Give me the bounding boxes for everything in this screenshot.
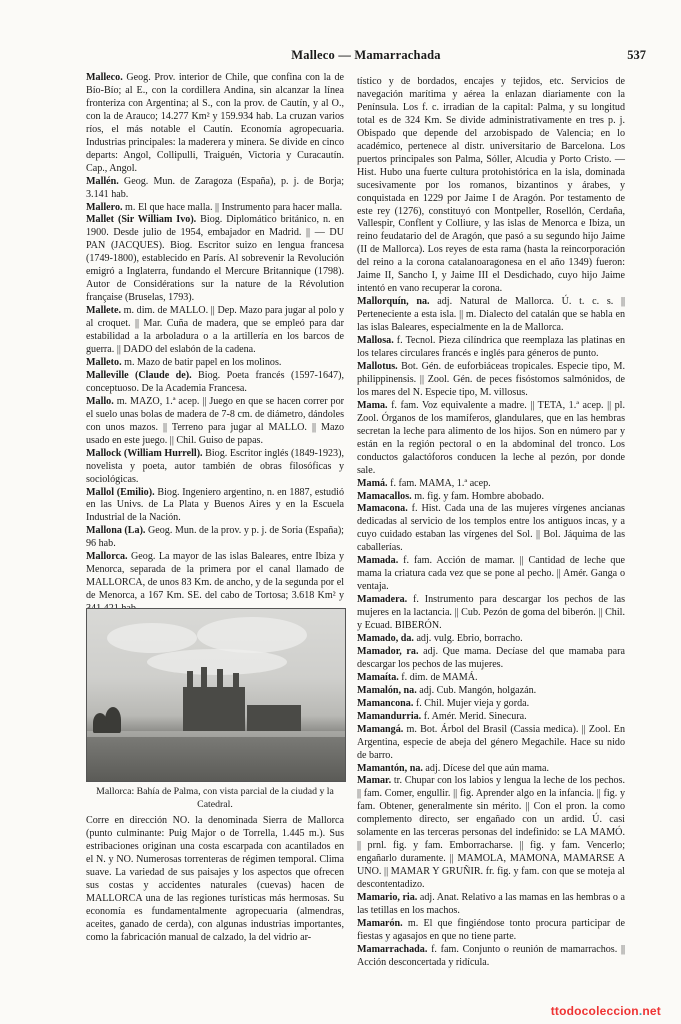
headword: Mamacallos. <box>357 490 412 502</box>
dictionary-entry <box>357 892 625 918</box>
dictionary-entry <box>357 296 625 335</box>
dictionary-entry <box>86 202 344 215</box>
dictionary-entry <box>357 672 625 685</box>
definition: adj. vulg. Ebrio, borracho. <box>413 632 523 644</box>
definition: adj. Dícese del que aún mama. <box>422 762 550 774</box>
headword: Mallet (Sir William Ivo). <box>86 214 197 226</box>
running-head: Malleco — Mamarrachada <box>291 48 441 62</box>
definition: f. Instrumento para descargar los pechos de las mujeres en la lactancia. || Cub. Pezón de goma del biberón. || Chil. y Ecuad. BIBERÓN. <box>357 594 625 632</box>
headword: Mallol (Emilio). <box>86 486 155 498</box>
dictionary-entry <box>357 491 625 504</box>
definition: f. dim. de MAMÁ. <box>398 671 478 683</box>
left-column <box>86 72 344 616</box>
left-column-continuation: Corre en dirección NO. la denominada Sierra de Mallorca (punto culminante: Puig Major o de Torrella, 1.445 m.). Sus estribaciones originan una costa escarpada con acantilados en el N. y NO. Numerosas torrenteras de régimen temporal. Clima suave. La variedad de sus paisajes y los aspectos que ofrecen sus costas y accidentes naturales (cuevas) hacen de MALLORCA una de las regiones turísticas más hermosas. Su economía es fundamentalmente agropecuaria (almendras, aceites, ganado de cerda), con algunas industrias importantes, como la fabricación manual de calzado, la del vidrio ar- <box>86 815 344 943</box>
dictionary-entry <box>357 478 625 491</box>
dictionary-entry <box>86 72 344 176</box>
dictionary-entry <box>357 724 625 763</box>
photo-caption: Mallorca: Bahía de Palma, con vista parcial de la ciudad y la Catedral. <box>96 786 334 810</box>
headword: Mallosa. <box>357 335 394 347</box>
headword: Mama. <box>357 399 388 411</box>
definition: adj. Que mama. Decíase del que mamaba para descargar los pechos de las mujeres. <box>357 645 626 670</box>
headword: Mamandurria. <box>357 710 422 722</box>
definition: Geog. Mun. de Zaragoza (España), p. j. de Borja; 3.141 hab. <box>86 175 344 200</box>
dictionary-entry <box>357 361 625 400</box>
dictionary-entry <box>86 176 344 202</box>
definition: f. fam. Conjunto o reunión de mamarrachos. || Acción desconcertada y ridícula. <box>357 943 625 968</box>
definition: tr. Chupar con los labios y lengua la leche de los pechos. || fam. Comer, engullir. || fig. Aprender algo en la infancia. || fig. y fam. Obtener, generalmente sin mérito. || Con el pron. la como complemento directo, ser engañado con un ardid. Ú. casi solamente en las terceras personas del indefinido: se LA MAMÓ. || prnl. fig. y fam. Emborracharse. || fig. y fam. Vencerlo; engañarlo duramente. || MAMOLA, MAMONA, MAMARSE A UNO. || MAMAR Y GRUÑIR. fr. fig. y fam. con que se moteja al descontentadizo. <box>357 775 625 891</box>
figure <box>86 608 344 811</box>
definition: f. Hist. Cada una de las mujeres vírgenes ancianas dedicadas al servicio de los templos entre los antiguos incas, y a cuyo cuidado estaban las vírgenes del Sol. || Bol. Jáquima de las caballerías. <box>357 503 625 554</box>
page-number: 537 <box>627 48 646 62</box>
watermark-logo: ttodocoleccion.net <box>550 1004 661 1018</box>
dictionary-entry <box>357 76 625 296</box>
right-column <box>357 76 625 970</box>
dictionary-entry <box>86 551 344 616</box>
definition: Geog. Prov. interior de Chile, que confina con la de Bío-Bío; al E., con la cordillera Andina, sin alcanzar la línea fronteriza con Argentina; al S., con la prov. de Cautín, y al O., con la de Arauco; 14.277 Km² y 159.934 hab. La cruzan varios ríos, el más notable el Cautín. Economía agropecuaria. Industrias principales: la maderera y minera. Se divide en cinco departs: Angol, Collipulli, Traiguén, Victoria y Curacautín. Cap., Angol. <box>86 72 344 174</box>
headword: Mamancona. <box>357 697 414 709</box>
dictionary-entry <box>86 357 344 370</box>
headword: Mamantón, na. <box>357 762 423 774</box>
definition: Biog. Ingeniero argentino, n. en 1887, estudió en las Univs. de La Plata y Buenos Aires y en la Escuela Industrial de la Nación. <box>86 486 345 524</box>
headword: Mallona (La). <box>86 525 146 537</box>
definition: f. Chil. Mujer vieja y gorda. <box>413 697 530 709</box>
definition: f. fam. MAMA, 1.ª acep. <box>387 477 491 489</box>
dictionary-entry <box>357 335 625 361</box>
definition: Biog. Diplomático británico, n. en 1900. Desde julio de 1954, embajador en Madrid. || — DU PAN (JACQUES). Biog. Escritor suizo en lengua francesa (1749-1800), establecido en París. Al sobrevenir la Revolución emigró a Inglaterra, fundando el Mercure Britannique (1798). Autor de Considérations sur la nature de la Révolution française (Bruselas, 1793). <box>86 214 344 304</box>
dictionary-entry <box>86 525 344 551</box>
dictionary-entry <box>357 503 625 555</box>
dictionary-entry <box>86 370 344 396</box>
dictionary-entry <box>357 763 625 776</box>
dictionary-entry <box>357 775 625 892</box>
dictionary-entry <box>86 448 344 487</box>
dictionary-entry <box>357 711 625 724</box>
definition: m. Bot. Árbol del Brasil (Cassia medica). || Zool. En Argentina, especie de abeja del género Megachile. Hace su nido de barro. <box>357 723 625 761</box>
definition: adj. Cub. Mangón, holgazán. <box>416 684 537 696</box>
dictionary-entry <box>357 685 625 698</box>
definition: m. dim. de MALLO. || Dep. Mazo para jugar al polo y al croquet. || Mar. Cuña de madera, que se empleó para dar estabilidad a la arboladura o a la artillería en los barcos de guerra. || DADO del eslabón de la cadena. <box>86 305 344 356</box>
dictionary-entry <box>357 400 625 478</box>
definition: adj. Natural de Mallorca. Ú. t. c. s. || Perteneciente a esta isla. || m. Dialecto del catalán que se habla en las islas Baleares, especialmente en la de Mallorca. <box>357 296 626 334</box>
definition: f. Tecnol. Pieza cilíndrica que reemplaza las platinas en los telares circulares francés e inglés para géneros de punto. <box>357 335 625 360</box>
dictionary-entry <box>86 214 344 305</box>
photo-bay-of-palma <box>86 608 346 782</box>
dictionary-entry <box>357 918 625 944</box>
headword: Mallete. <box>86 305 122 317</box>
dictionary-entry <box>357 633 625 646</box>
headword: Mallock (William Hurrell). <box>86 447 203 459</box>
dictionary-entry <box>86 487 344 526</box>
definition: m. fig. y fam. Hombre abobado. <box>411 490 544 502</box>
headword: Mallo. <box>86 395 114 407</box>
dictionary-entry <box>357 698 625 711</box>
headword: Mallén. <box>86 175 119 187</box>
definition: tístico y de bordados, encajes y tejidos, etc. Servicios de navegación marítima y aérea la enlazan diariamente con la Península. Los f. c. irradian de la capital: Palma, y su longitud total es de 324 Km. Se divide administrativamente en tres p. j. Obispado que depende del arzobispado de Valencia; en lo académico, pertenece al distr. universitario de Barcelona. Los puertos principales son Palma, Sóller, Alcudia y Porto Cristo. — Hist. Hubo una fuerte cultura protohistórica en la isla, dominada sucesivamente por los romanos, bizantinos y árabes, y conquistada en 1229 por Jaime I de Aragón. Por testamento de este rey (1276), constituyó con Montpeller, Rosellón, Cerdaña, Vallespir, Conflent y Colliure, y las islas de Menorca e Ibiza, un reino feudatario del de Aragón, que pasó a su segundo hijo Jaime (II de Mallorca). Los reyes de esta rama (hasta la reincorporación del reino a la corona catalanoaragonesa en el año 1349) fueron: Jaime II, Sancho I, y Jaime III el Desdichado, cuyo hijo Jaime intentó en vano recuperar la corona. <box>357 76 625 295</box>
definition: Biog. Escritor inglés (1849-1923), novelista y poeta, autor también de obras filosóficas y sociológicas. <box>86 447 344 485</box>
dictionary-entry <box>357 555 625 594</box>
definition: Bot. Gén. de euforbiáceas tropicales. Especie tipo, M. philippinensis. || Zool. Gén. de peces fisóstomos salmónidos, de los mares del N. Especie tipo, M. villosus. <box>357 360 625 398</box>
headword: Mamada. <box>357 555 399 567</box>
headword: Mamadera. <box>357 594 408 606</box>
definition: m. El que hace malla. || Instrumento para hacer malla. <box>122 201 343 213</box>
page-header <box>86 48 646 68</box>
headword: Mallorquín, na. <box>357 296 430 308</box>
dictionary-entry <box>357 944 625 970</box>
definition: Geog. Mun. de la prov. y p. j. de Soria (España); 96 hab. <box>86 525 344 550</box>
headword: Malleco. <box>86 72 123 83</box>
dictionary-entry <box>357 594 625 633</box>
headword: Mamarrachada. <box>357 943 428 955</box>
headword: Mamado, da. <box>357 632 414 644</box>
headword: Mamarón. <box>357 917 403 929</box>
dictionary-entry <box>86 396 344 448</box>
definition: f. fam. Voz equivalente a madre. || TETA, 1.ª acep. || pl. Zool. Órganos de los mamíferos, glandulares, que en las hembras secretan la leche para alimento de los hijos. Son en número par y están en la región pectoral o en la abdominal del tronco. Los conductos galactóforos conducen la leche al pezón, por donde sale. <box>357 399 625 476</box>
definition: m. Mazo de batir papel en los molinos. <box>121 356 282 368</box>
dictionary-entry <box>86 305 344 357</box>
headword: Mallotus. <box>357 360 398 372</box>
headword: Mamalón, na. <box>357 684 417 696</box>
definition: Biog. Poeta francés (1597-1647), conceptuoso. De la Academia Francesa. <box>86 369 344 394</box>
headword: Malleville (Claude de). <box>86 369 192 381</box>
headword: Mamador, ra. <box>357 645 419 657</box>
definition: f. Amér. Merid. Sinecura. <box>421 710 527 722</box>
definition: m. El que fingiéndose tonto procura participar de fiestas y agasajos en que no tiene parte. <box>357 917 625 942</box>
headword: Mamar. <box>357 775 392 787</box>
definition: adj. Anat. Relativo a las mamas en las hembras o a las tetillas en los machos. <box>357 892 625 916</box>
definition: f. fam. Acción de mamar. || Cantidad de leche que mama la criatura cada vez que se pone al pecho. || Amér. Ganga o ventaja. <box>357 555 625 593</box>
headword: Mamaíta. <box>357 671 399 683</box>
headword: Mamá. <box>357 477 388 489</box>
headword: Mallorca. <box>86 551 128 563</box>
definition: m. MAZO, 1.ª acep. || Juego en que se hacen correr por el suelo unas bolas de madera de 7-8 cm. de diámetro, dándoles con unos mazos. || Terreno para jugar al MALLO. || Mazo usado en este juego. || Chil. Guiso de papas. <box>86 395 344 446</box>
headword: Mamario, ria. <box>357 892 418 904</box>
headword: Malleto. <box>86 356 122 368</box>
headword: Mallero. <box>86 201 123 213</box>
dictionary-entry <box>357 646 625 672</box>
headword: Mamangá. <box>357 723 404 735</box>
definition: Geog. La mayor de las islas Baleares, entre Ibiza y Menorca, separada de la primera por el canal llamado de MALLORCA, de unos 83 Km. de ancho, y de la segunda por el de Menorca, a 167 Km. SE. del cabo de Tortosa; 3.618 Km² y <box>86 551 344 602</box>
headword: Mamacona. <box>357 503 408 515</box>
